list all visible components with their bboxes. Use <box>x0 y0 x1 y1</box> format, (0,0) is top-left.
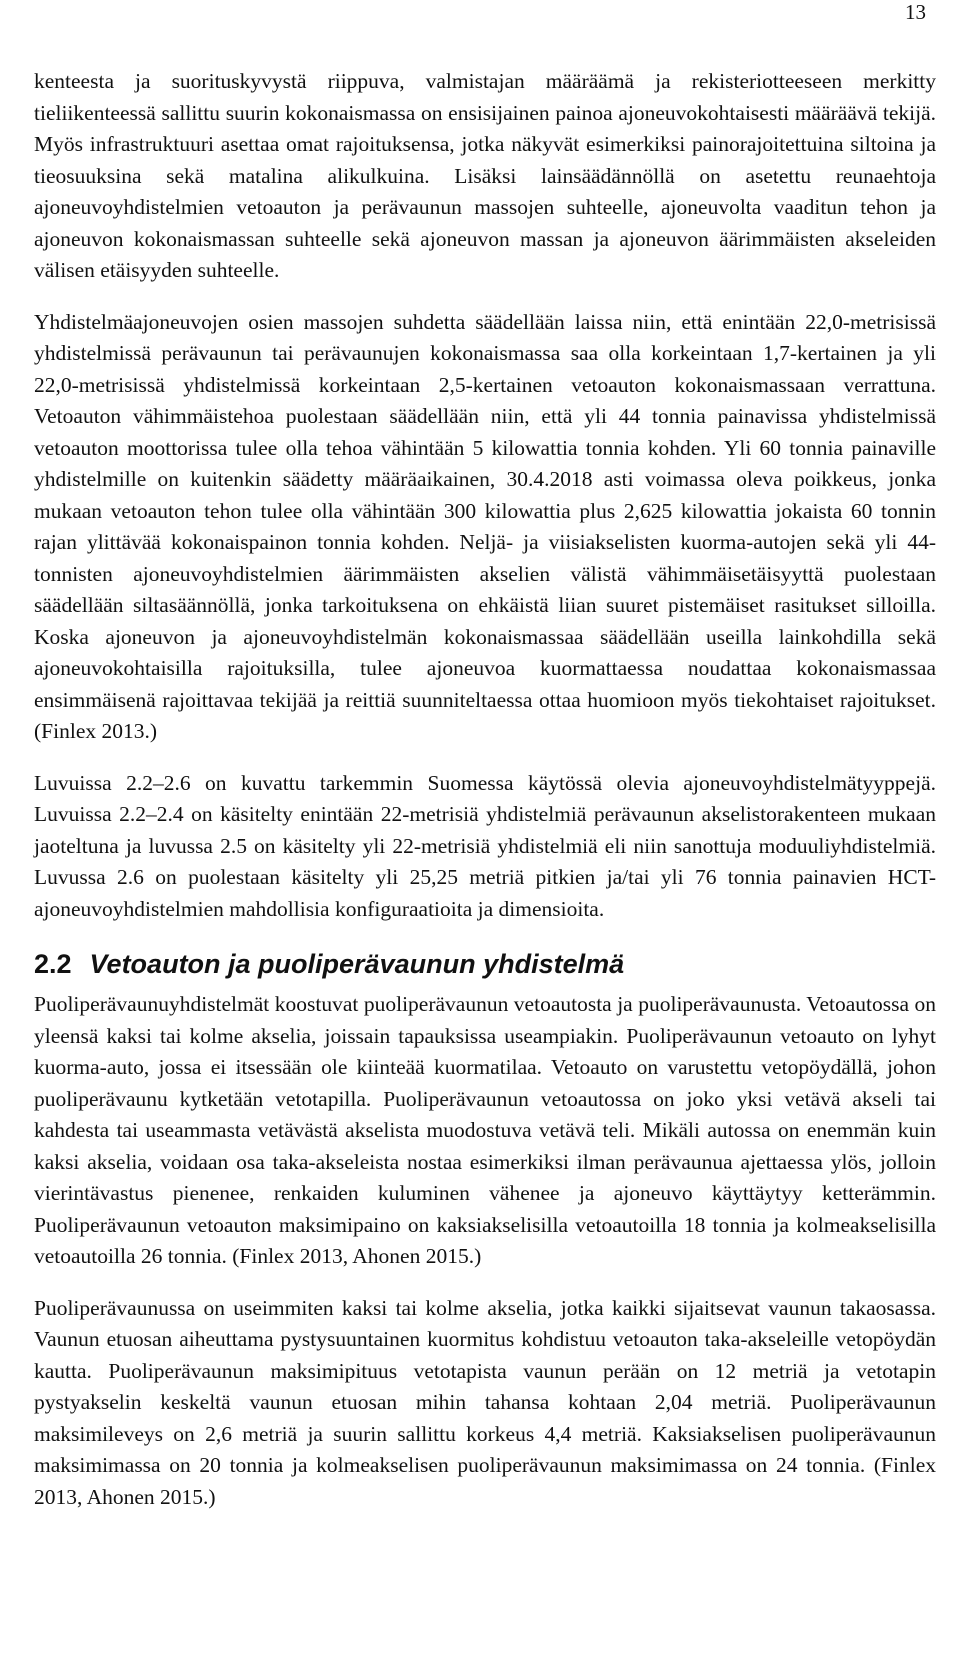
paragraph-tractor-unit: Puoliperävaunuyhdistelmät koostuvat puoliperävaunun vetoautosta ja puoliperävaunusta. Vetoautossa on yleensä kaksi tai kolme akselia, joissain tapauksissa useampiakin. Puoliperävaunun vetoauto on lyhyt kuorma-auto, jossa ei itsessään ole kiinteää kuormatilaa. Vetoauto on varustettu vetopöydällä, johon puoliperävaunu kytketään vetotapilla. Puoliperävaunun vetoautossa on joko yksi vetävä akseli tai kahdesta tai useammasta vetävästä akselista muodostuva vetävä teli. Mikäli autossa on enemmän kuin kaksi akselia, voidaan osa taka-akseleista nostaa esimerkiksi ilman perävaunua ajettaessa ylös, jolloin vierintävastus pienenee, renkaiden kuluminen vähenee ja ajoneuvo käyttäytyy ketterämmin. Puoliperävaunun vetoauton maksimipaino on kaksiakselisilla vetoautoilla 18 tonnia ja kolmeakselisilla vetoautoilla 26 tonnia. (Finlex 2013, Ahonen 2015.) <box>34 992 936 1268</box>
page-number: 13 <box>905 0 926 24</box>
section-heading <box>34 947 936 981</box>
paragraph-mass-ratios: Yhdistelmäajoneuvojen osien massojen suhdetta säädellään laissa niin, että enintään 22,0-metrisissä yhdistelmissä perävaunun tai perävaunujen kokonaismassa saa olla korkeintaan 1,7-kertainen ja yli 22,0-metrisissä yhdistelmissä korkeintaan 2,5-kertainen vetoauton kokonaismassaan verrattuna. Vetoauton vähimmäistehoa puolestaan säädellään niin, että yli 44 tonnia painavissa yhdistelmissä vetoauton moottorissa tulee olla tehoa vähintään 5 kilowattia tonnia kohden. Yli 60 tonnia painaville yhdistelmille on kuitenkin säädetty määräaikainen, 30.4.2018 asti voimassa oleva poikkeus, jonka mukaan vetoauton tehon tulee olla vähintään 300 kilowattia plus 2,625 kilowattia jokaista 60 tonnin rajan ylittävää kokonaispainon tonnia kohden. Neljä- ja viisiakselisten kuorma-autojen sekä yli 44-tonnisten ajoneuvoyhdistelmien äärimmäisten akselien välistä vähimmäisetäisyyttä puolestaan säädellään siltasäännöllä, jonka tarkoituksena on ehkäistä liian suuret pistemäiset rasitukset silloilla. Koska ajoneuvon ja ajoneuvoyhdistelmän kokonaismassaa säädellään useilla lainkohdilla sekä ajoneuvokohtaisilla rajoituksilla, tulee ajoneuvoa kuormattaessa noudattaa kokonaismassaa ensimmäisenä rajoittavaa tekijää ja reittiä suunniteltaessa ottaa huomioon myös tiekohtaiset rajoitukset. (Finlex 2013.) <box>34 309 936 743</box>
section-number: 2.2 <box>34 949 72 979</box>
paragraph-chapter-overview: Luvuissa 2.2–2.6 on kuvattu tarkemmin Suomessa käytössä olevia ajoneuvoyhdistelmätyyppejä. Luvuissa 2.2–2.4 on käsitelty enintään 22-metrisiä yhdistelmiä perävaunun akselistorakenteen mukaan jaoteltuna ja luvussa 2.5 on käsitelty yli 22-metrisiä yhdistelmiä eli niin sanottuja moduuliyhdistelmiä. Luvussa 2.6 on puolestaan käsitelty yli 25,25 metriä pitkien ja/tai yli 76 tonnia painavien HCT-ajoneuvoyhdistelmien mahdollisia konfiguraatioita ja dimensioita. <box>34 770 936 921</box>
paragraph-mass-limits: kenteesta ja suorituskyvystä riippuva, valmistajan määräämä ja rekisteriotteeseen merkitty tieliikenteessä sallittu suurin kokonaismassa on ensisijainen painoa ajoneuvokohtaisesti määräävä tekijä. Myös infrastruktuuri asettaa omat rajoituksensa, jotka näkyvät esimerkiksi painorajoitettuina siltoina ja tieosuuksina sekä matalina alikulkuina. Lisäksi lainsäädännöllä on asetettu reunaehtoja ajoneuvoyhdistelmien vetoauton ja perävaunun massojen suhteelle, ajoneuvolta vaaditun tehon ja ajoneuvon kokonaismassan suhteelle sekä ajoneuvon massan ja ajoneuvon äärimmäisten akseleiden välisen etäisyyden suhteelle. <box>34 69 936 282</box>
section-title: Vetoauton ja puoliperävaunun yhdistelmä <box>89 949 625 979</box>
paragraph-semitrailer: Puoliperävaunussa on useimmiten kaksi tai kolme akselia, jotka kaikki sijaitsevat vaunun takaosassa. Vaunun etuosan aiheuttama pystysuuntainen kuormitus kohdistuu vetoauton taka-akseleille vetopöydän kautta. Puoliperävaunun maksimipituus vetotapista vaunun perään on 12 metriä ja vetotapin pystyakselin keskeltä vaunun etuosan mihin tahansa kohtaan 2,04 metriä. Puoliperävaunun maksimileveys on 2,6 metriä ja suurin sallittu korkeus 4,4 metriä. Kaksiakselisen puoliperävaunun maksimimassa on 20 tonnia ja kolmeakselisen puoliperävaunun maksimimassa on 24 tonnia. (Finlex 2013, Ahonen 2015.) <box>34 1295 936 1509</box>
document-body <box>34 66 936 1513</box>
